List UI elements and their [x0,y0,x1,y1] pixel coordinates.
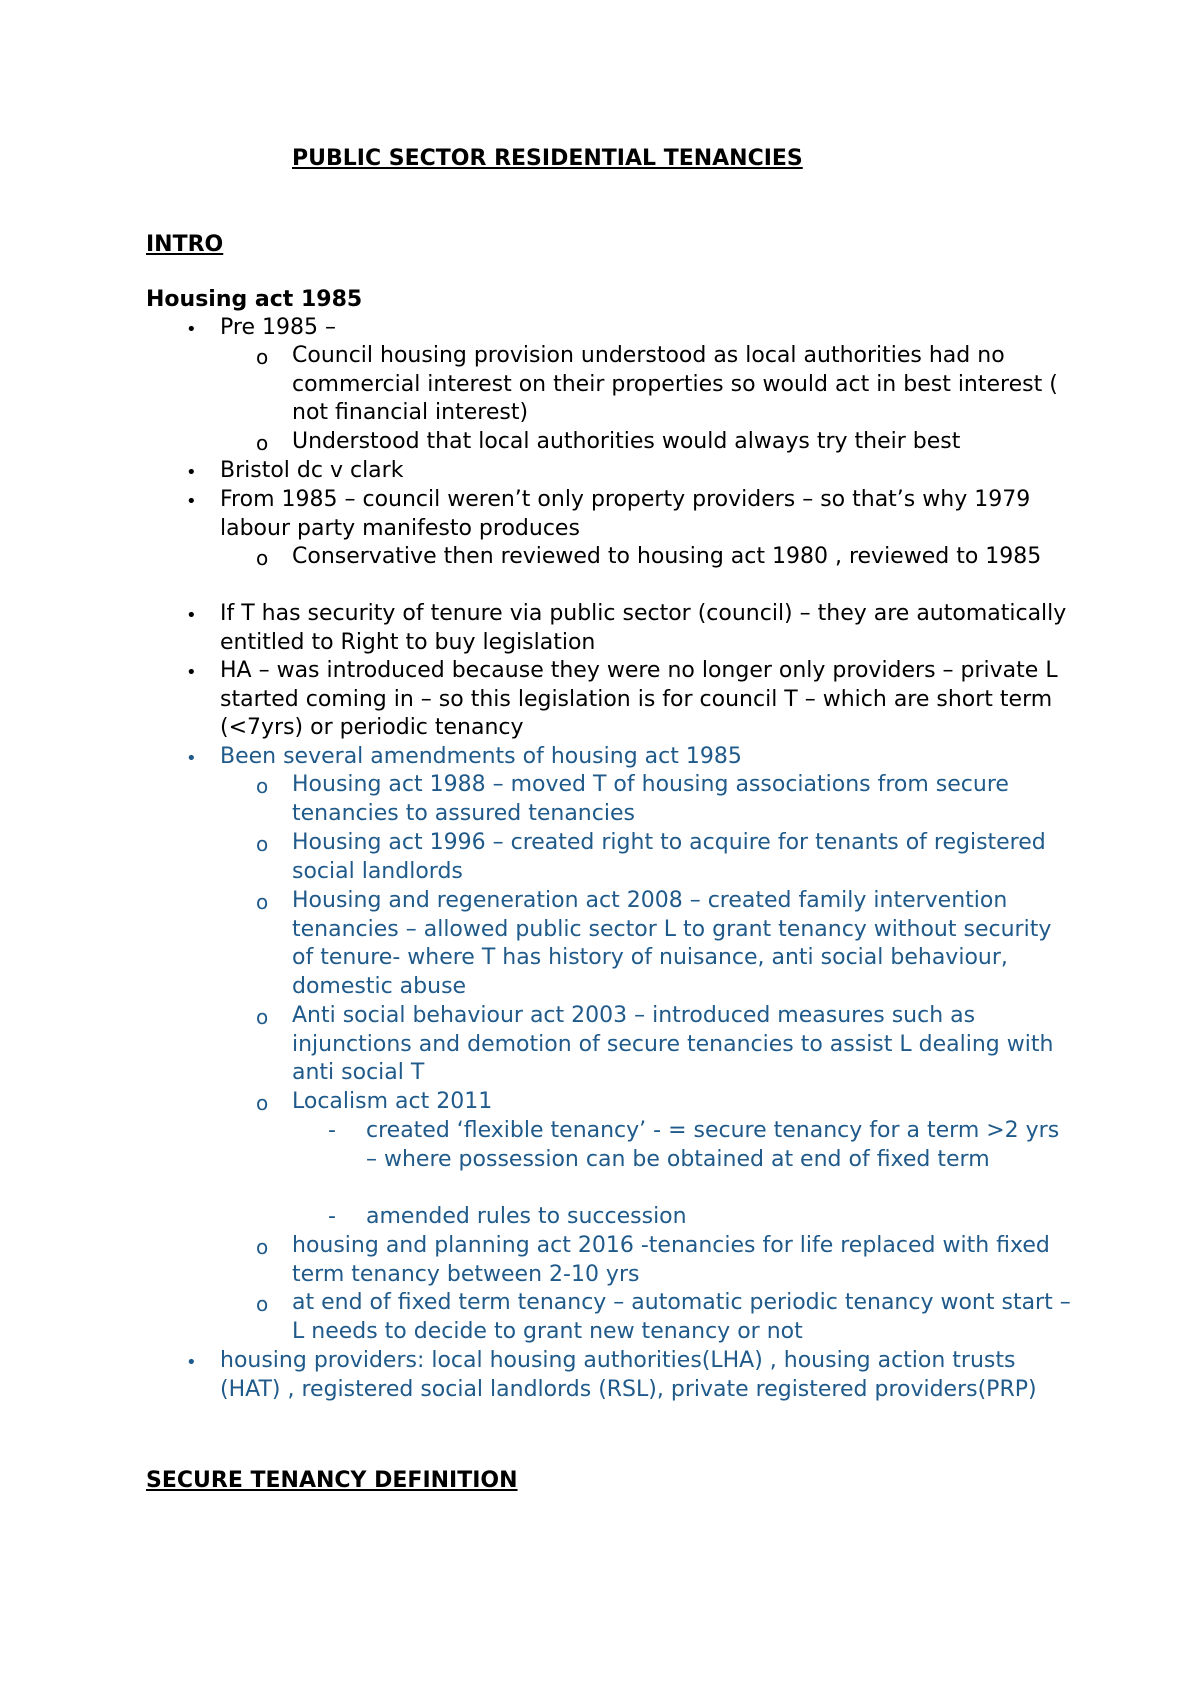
list-item: Anti social behaviour act 2003 – introduced measures such as injunctions and demotion of secure tenancies to assist L dealing with anti social T [292,1003,1054,1085]
bullet-marker: • [186,462,197,483]
bullet-marker: • [186,605,197,626]
page-title: PUBLIC SECTOR RESIDENTIAL TENANCIES [292,146,803,171]
sub-bullet-marker: o [256,832,269,856]
list-item: Bristol dc v clark [220,458,404,483]
section-heading-intro: INTRO [146,232,224,257]
bullet-marker: • [186,491,197,512]
list-item: HA – was introduced because they were no longer only providers – private L started coming in – so this legislation is for council T – which are short term (<7yrs) or periodic tenancy [220,658,1058,740]
list-item: Council housing provision understood as local authorities had no commercial interest on their properties so would act in best interest ( not financial interest) [292,343,1058,425]
list-item: at end of fixed term tenancy – automatic periodic tenancy wont start – L needs to decide to grant new tenancy or not [292,1290,1071,1344]
sub-bullet-marker: o [256,1235,269,1259]
subheading-housing-act-1985: Housing act 1985 [146,287,363,312]
sub-bullet-marker: o [256,546,269,570]
list-item: Been several amendments of housing act 1985 [220,744,742,769]
list-item: Housing act 1988 – moved T of housing associations from secure tenancies to assured tenancies [292,772,1009,826]
bullet-marker: • [186,1352,197,1373]
list-item: Conservative then reviewed to housing act 1980 , reviewed to 1985 [292,544,1042,569]
list-item: Understood that local authorities would always try their best [292,429,961,454]
list-item: Housing act 1996 – created right to acquire for tenants of registered social landlords [292,830,1046,884]
list-item: Localism act 2011 [292,1089,493,1114]
section-heading-secure-tenancy: SECURE TENANCY DEFINITION [146,1468,518,1493]
list-item: If T has security of tenure via public sector (council) – they are automatically entitled to Right to buy legislation [220,601,1067,655]
list-item: amended rules to succession [366,1204,687,1229]
bullet-marker: • [186,319,197,340]
sub-bullet-marker: o [256,1292,269,1316]
list-item: Housing and regeneration act 2008 – created family intervention tenancies – allowed public sector L to grant tenancy without security of tenure- where T has history of nuisance, anti social behaviour, domestic abuse [292,888,1052,999]
sub-bullet-marker: o [256,774,269,798]
list-item: housing providers: local housing authorities(LHA) , housing action trusts (HAT) , registered social landlords (RSL), private registered providers(PRP) [220,1348,1037,1402]
dash-marker: - [328,1118,336,1143]
list-item: From 1985 – council weren’t only property providers – so that’s why 1979 labour party manifesto produces [220,487,1031,541]
list-item: Pre 1985 – [220,315,336,340]
bullet-marker: • [186,748,197,769]
dash-marker: - [328,1204,336,1229]
sub-bullet-marker: o [256,431,269,455]
sub-bullet-marker: o [256,890,269,914]
sub-bullet-marker: o [256,1005,269,1029]
bullet-marker: • [186,662,197,683]
sub-bullet-marker: o [256,345,269,369]
list-item: housing and planning act 2016 -tenancies for life replaced with fixed term tenancy between 2-10 yrs [292,1233,1050,1287]
list-item: created ‘flexible tenancy’ - = secure tenancy for a term >2 yrs – where possession can be obtained at end of fixed term [366,1118,1060,1172]
sub-bullet-marker: o [256,1091,269,1115]
